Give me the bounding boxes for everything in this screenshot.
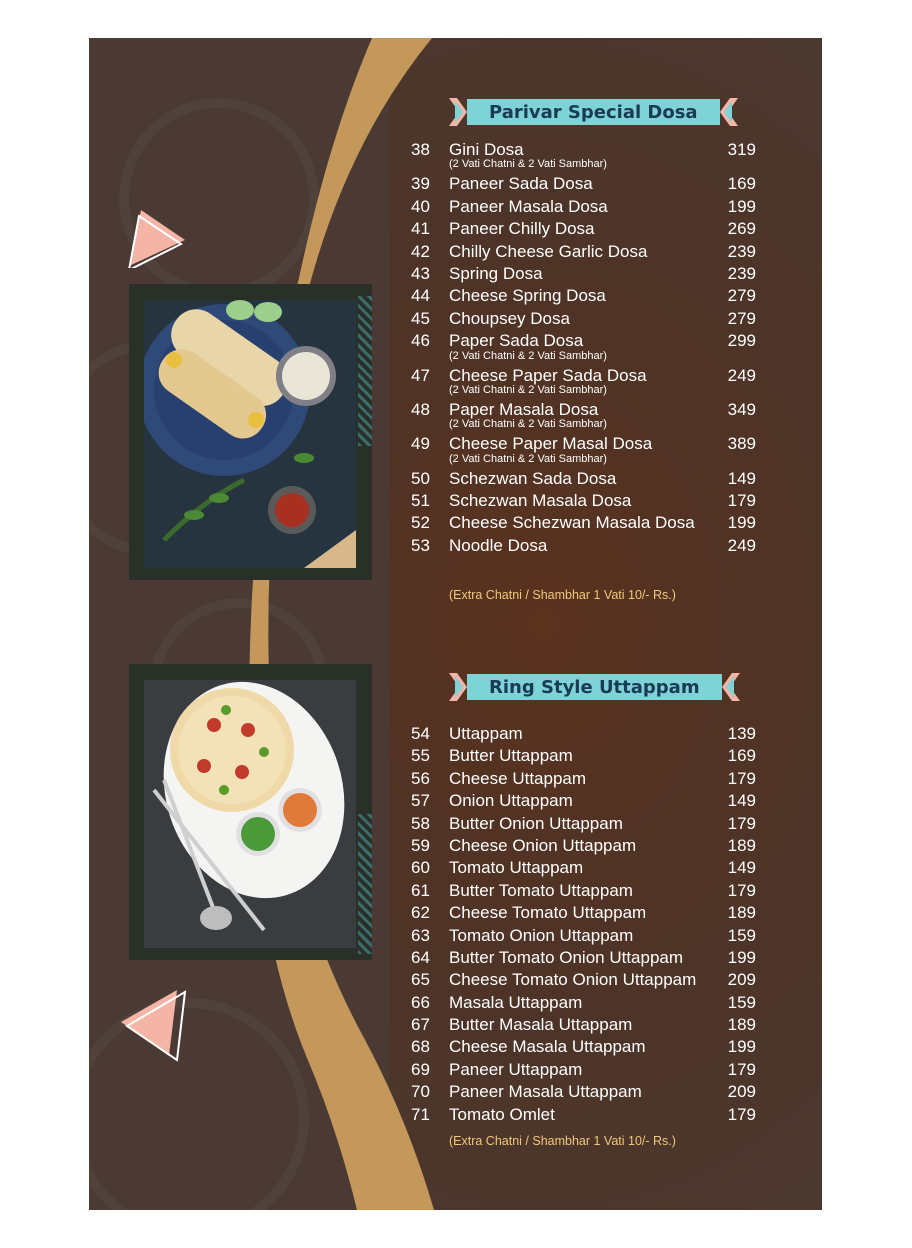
menu-item-price: 179 bbox=[727, 813, 756, 833]
menu-item-number: 56 bbox=[411, 768, 430, 788]
menu-item-number: 60 bbox=[411, 858, 430, 878]
frame-stripe bbox=[358, 814, 372, 954]
heading-left-arrow-icon bbox=[449, 98, 467, 126]
menu-item-number: 63 bbox=[411, 925, 430, 945]
menu-item-name: Masala Uttappam bbox=[449, 992, 583, 1012]
menu-item-price: 189 bbox=[727, 1015, 756, 1035]
menu-item-name: Cheese Paper Sada Dosa bbox=[449, 365, 647, 385]
menu-item-price: 249 bbox=[727, 365, 756, 385]
menu-item-price: 239 bbox=[727, 241, 756, 261]
menu-item bbox=[411, 769, 756, 791]
menu-item-number: 66 bbox=[411, 992, 430, 1012]
menu-item-name: Gini Dosa bbox=[449, 140, 524, 159]
menu-item-name: Spring Dosa bbox=[449, 263, 543, 283]
menu-item-name: Schezwan Masala Dosa bbox=[449, 491, 632, 511]
menu-item bbox=[411, 814, 756, 836]
menu-item-number: 50 bbox=[411, 468, 430, 488]
menu-item-name: Paneer Masala Uttappam bbox=[449, 1082, 642, 1102]
menu-item-price: 159 bbox=[727, 925, 756, 945]
menu-item-price: 179 bbox=[727, 768, 756, 788]
menu-item bbox=[411, 746, 756, 768]
menu-item-price: 279 bbox=[727, 308, 756, 328]
menu-item bbox=[411, 1105, 756, 1127]
menu-item-price: 189 bbox=[727, 835, 756, 855]
menu-item-number: 61 bbox=[411, 880, 430, 900]
menu-item-number: 57 bbox=[411, 791, 430, 811]
menu-item-name: Tomato Onion Uttappam bbox=[449, 925, 634, 945]
menu-item-name: Chilly Cheese Garlic Dosa bbox=[449, 241, 648, 261]
menu-item-name: Tomato Uttappam bbox=[449, 858, 584, 878]
menu-item bbox=[411, 491, 756, 513]
menu-item-number: 59 bbox=[411, 835, 430, 855]
menu-item-number: 69 bbox=[411, 1059, 430, 1079]
menu-item-name: Schezwan Sada Dosa bbox=[449, 468, 617, 488]
menu-item-name: Tomato Omlet bbox=[449, 1104, 555, 1124]
menu-item-name: Paper Sada Dosa bbox=[449, 331, 584, 351]
extra-note: (Extra Chatni / Shambhar 1 Vati 10/- Rs.) bbox=[449, 588, 676, 602]
menu-page bbox=[89, 38, 822, 1210]
menu-item-name: Cheese Spring Dosa bbox=[449, 286, 606, 306]
menu-item bbox=[411, 903, 756, 925]
menu-item-name: Cheese Uttappam bbox=[449, 768, 587, 788]
menu-item-name: Butter Uttappam bbox=[449, 746, 573, 766]
menu-item-name: Uttappam bbox=[449, 724, 523, 743]
menu-item bbox=[411, 219, 756, 241]
menu-item bbox=[411, 858, 756, 880]
triangle-ornament bbox=[119, 986, 191, 1066]
menu-item-price: 169 bbox=[727, 746, 756, 766]
menu-item-price: 349 bbox=[727, 399, 756, 419]
section-heading-dosa bbox=[449, 97, 738, 127]
menu-item-price: 139 bbox=[727, 724, 756, 743]
menu-item bbox=[411, 881, 756, 903]
menu-item bbox=[411, 1015, 756, 1037]
menu-item-subtext: (2 Vati Chatni & 2 Vati Sambhar) bbox=[449, 452, 607, 465]
menu-item-number: 70 bbox=[411, 1082, 430, 1102]
menu-item-price: 279 bbox=[727, 286, 756, 306]
menu-item-price: 209 bbox=[727, 970, 756, 990]
menu-item-name: Paneer Sada Dosa bbox=[449, 174, 593, 194]
menu-item-name: Cheese Tomato Uttappam bbox=[449, 903, 647, 923]
menu-item bbox=[411, 434, 756, 456]
menu-item-number: 68 bbox=[411, 1037, 430, 1057]
menu-item bbox=[411, 836, 756, 858]
menu-item-name: Paneer Chilly Dosa bbox=[449, 219, 595, 239]
menu-item-number: 51 bbox=[411, 491, 430, 511]
menu-item-price: 199 bbox=[727, 1037, 756, 1057]
menu-item bbox=[411, 366, 756, 388]
menu-item-name: Paper Masala Dosa bbox=[449, 399, 599, 419]
heading-right-arrow-icon bbox=[722, 673, 740, 701]
menu-item bbox=[411, 174, 756, 196]
menu-item bbox=[411, 264, 756, 286]
menu-item-number: 47 bbox=[411, 365, 430, 385]
menu-item bbox=[411, 513, 756, 535]
section-title: Parivar Special Dosa bbox=[467, 99, 720, 125]
menu-item bbox=[411, 536, 756, 558]
menu-item-price: 299 bbox=[727, 331, 756, 351]
menu-item-number: 62 bbox=[411, 903, 430, 923]
menu-item bbox=[411, 400, 756, 422]
menu-item-price: 249 bbox=[727, 535, 756, 555]
menu-item bbox=[411, 948, 756, 970]
heading-right-arrow-icon bbox=[720, 98, 738, 126]
section-heading-uttappam bbox=[449, 672, 740, 702]
menu-item-number: 45 bbox=[411, 308, 430, 328]
menu-item-price: 159 bbox=[727, 992, 756, 1012]
menu-item bbox=[411, 197, 756, 219]
menu-item-number: 49 bbox=[411, 434, 430, 454]
menu-item-number: 67 bbox=[411, 1015, 430, 1035]
menu-item bbox=[411, 970, 756, 992]
menu-item-name: Paneer Masala Dosa bbox=[449, 196, 608, 216]
menu-list-dosa bbox=[411, 140, 756, 558]
triangle-ornament bbox=[127, 208, 187, 268]
menu-item-number: 40 bbox=[411, 196, 430, 216]
menu-item bbox=[411, 1060, 756, 1082]
menu-item-number: 58 bbox=[411, 813, 430, 833]
menu-item bbox=[411, 1082, 756, 1104]
menu-item-name: Noodle Dosa bbox=[449, 535, 548, 555]
extra-note: (Extra Chatni / Shambhar 1 Vati 10/- Rs.) bbox=[449, 1134, 676, 1148]
menu-item bbox=[411, 286, 756, 308]
menu-item-number: 53 bbox=[411, 535, 430, 555]
menu-item-number: 43 bbox=[411, 263, 430, 283]
menu-item-number: 54 bbox=[411, 724, 430, 743]
menu-item-subtext: (2 Vati Chatni & 2 Vati Sambhar) bbox=[449, 158, 607, 171]
menu-item-number: 46 bbox=[411, 331, 430, 351]
menu-item-name: Butter Onion Uttappam bbox=[449, 813, 623, 833]
menu-item-price: 169 bbox=[727, 174, 756, 194]
menu-item-price: 239 bbox=[727, 263, 756, 283]
menu-item-price: 179 bbox=[727, 880, 756, 900]
menu-item bbox=[411, 791, 756, 813]
menu-item-subtext: (2 Vati Chatni & 2 Vati Sambhar) bbox=[449, 418, 607, 431]
menu-item-name: Butter Masala Uttappam bbox=[449, 1015, 633, 1035]
menu-item-price: 389 bbox=[727, 434, 756, 454]
menu-item-subtext: (2 Vati Chatni & 2 Vati Sambhar) bbox=[449, 383, 607, 396]
section-title: Ring Style Uttappam bbox=[467, 674, 722, 700]
menu-item-price: 179 bbox=[727, 491, 756, 511]
menu-item-price: 199 bbox=[727, 513, 756, 533]
menu-item-number: 44 bbox=[411, 286, 430, 306]
menu-item bbox=[411, 926, 756, 948]
menu-item bbox=[411, 331, 756, 353]
menu-item-price: 149 bbox=[727, 468, 756, 488]
menu-item-name: Cheese Masala Uttappam bbox=[449, 1037, 646, 1057]
menu-item-price: 149 bbox=[727, 791, 756, 811]
menu-item-price: 209 bbox=[727, 1082, 756, 1102]
menu-item bbox=[411, 469, 756, 491]
menu-item bbox=[411, 724, 756, 746]
menu-item-number: 42 bbox=[411, 241, 430, 261]
menu-item-name: Cheese Schezwan Masala Dosa bbox=[449, 513, 695, 533]
menu-item-number: 41 bbox=[411, 219, 430, 239]
menu-item-name: Butter Tomato Uttappam bbox=[449, 880, 633, 900]
menu-item-number: 38 bbox=[411, 140, 430, 159]
menu-item-number: 64 bbox=[411, 947, 430, 967]
menu-item-number: 39 bbox=[411, 174, 430, 194]
dosa-photo bbox=[144, 300, 356, 568]
menu-item-name: Butter Tomato Onion Uttappam bbox=[449, 947, 684, 967]
menu-item-price: 199 bbox=[727, 947, 756, 967]
menu-item bbox=[411, 1037, 756, 1059]
frame-stripe bbox=[358, 296, 372, 446]
menu-item-price: 179 bbox=[727, 1059, 756, 1079]
menu-item-name: Onion Uttappam bbox=[449, 791, 573, 811]
menu-item bbox=[411, 242, 756, 264]
menu-item-number: 48 bbox=[411, 399, 430, 419]
menu-item-name: Cheese Onion Uttappam bbox=[449, 835, 637, 855]
menu-item-number: 71 bbox=[411, 1104, 430, 1124]
menu-item-name: Paneer Uttappam bbox=[449, 1059, 583, 1079]
menu-item-number: 52 bbox=[411, 513, 430, 533]
menu-item-price: 319 bbox=[727, 140, 756, 159]
menu-item-price: 179 bbox=[727, 1104, 756, 1124]
menu-item-price: 199 bbox=[727, 196, 756, 216]
menu-item-name: Cheese Tomato Onion Uttappam bbox=[449, 970, 697, 990]
menu-item bbox=[411, 993, 756, 1015]
menu-item bbox=[411, 309, 756, 331]
menu-item-number: 55 bbox=[411, 746, 430, 766]
uttappam-photo bbox=[144, 680, 356, 948]
menu-item-price: 189 bbox=[727, 903, 756, 923]
menu-item-number: 65 bbox=[411, 970, 430, 990]
menu-item bbox=[411, 140, 756, 162]
menu-item-price: 149 bbox=[727, 858, 756, 878]
menu-item-subtext: (2 Vati Chatni & 2 Vati Sambhar) bbox=[449, 349, 607, 362]
menu-item-name: Choupsey Dosa bbox=[449, 308, 570, 328]
menu-item-name: Cheese Paper Masal Dosa bbox=[449, 434, 653, 454]
heading-left-arrow-icon bbox=[449, 673, 467, 701]
menu-list-uttappam bbox=[411, 724, 756, 1127]
menu-item-price: 269 bbox=[727, 219, 756, 239]
